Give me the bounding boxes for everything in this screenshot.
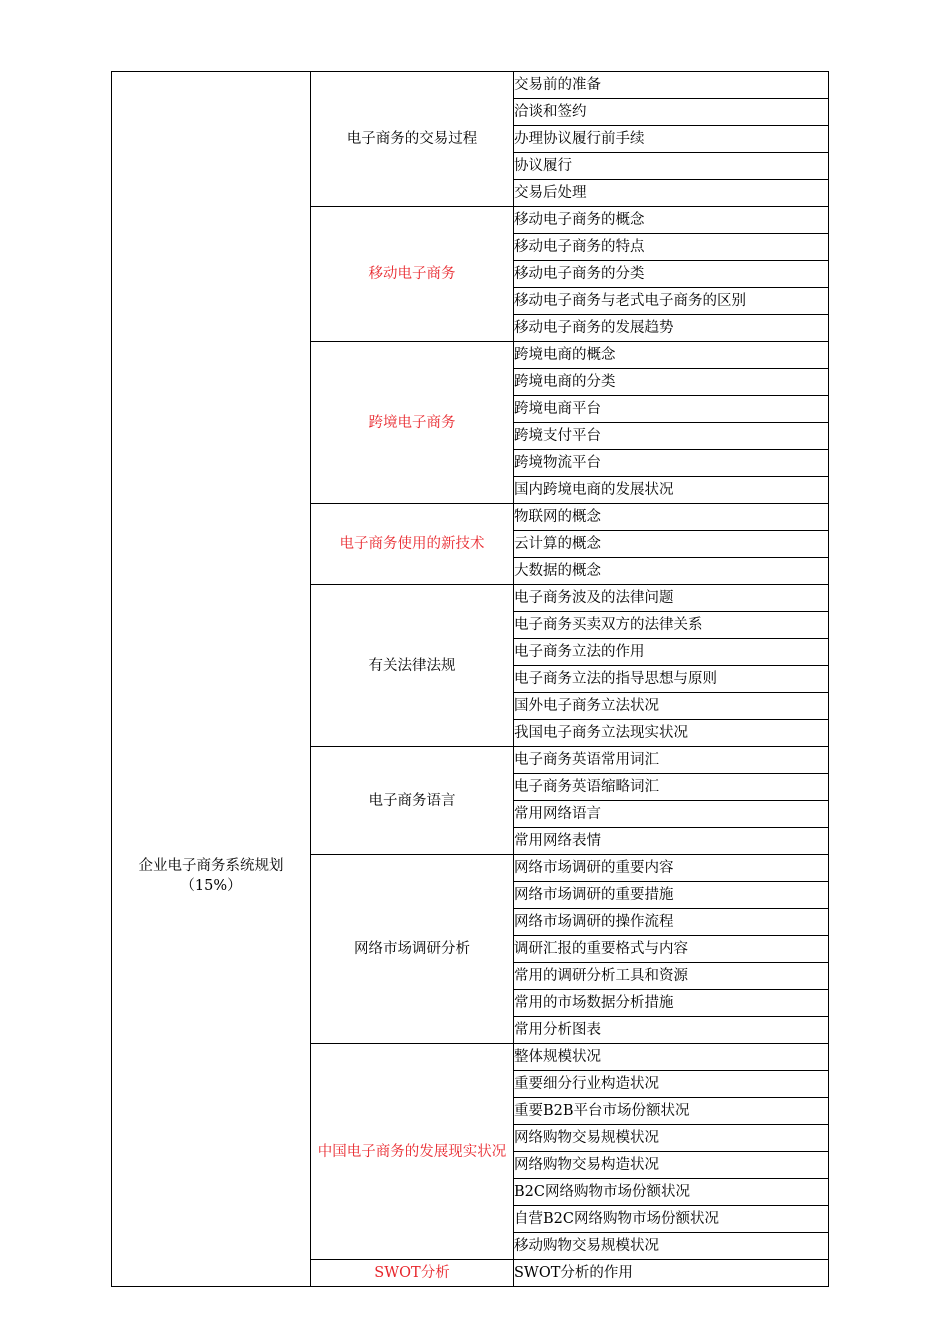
syllabus-table-body	[112, 72, 829, 1287]
section-title: 电子商务使用的新技术	[339, 536, 485, 552]
topic-item: 大数据的概念	[514, 558, 829, 585]
topic-item: 调研汇报的重要格式与内容	[514, 936, 829, 963]
section-title-cell	[311, 504, 514, 585]
section-title-cell	[311, 1044, 514, 1260]
topic-item: 物联网的概念	[514, 504, 829, 531]
topic-item: 常用的市场数据分析措施	[514, 990, 829, 1017]
topic-item: 跨境支付平台	[514, 423, 829, 450]
topic-item: 移动电子商务的分类	[514, 261, 829, 288]
topic-item: 网络购物交易构造状况	[514, 1152, 829, 1179]
section-title: 电子商务的交易过程	[346, 131, 478, 147]
category-label	[112, 72, 310, 896]
topic-item: 跨境电商平台	[514, 396, 829, 423]
topic-item: 跨境电商的概念	[514, 342, 829, 369]
topic-item: 常用网络语言	[514, 801, 829, 828]
topic-item: SWOT分析的作用	[514, 1260, 829, 1287]
topic-item: 协议履行	[514, 153, 829, 180]
topic-item: 网络市场调研的重要措施	[514, 882, 829, 909]
topic-item: 重要细分行业构造状况	[514, 1071, 829, 1098]
topic-item: 电子商务买卖双方的法律关系	[514, 612, 829, 639]
section-title: 电子商务语言	[368, 792, 456, 809]
topic-item: 移动电子商务的特点	[514, 234, 829, 261]
topic-item: 移动购物交易规模状况	[514, 1233, 829, 1260]
topic-item: 国外电子商务立法状况	[514, 693, 829, 720]
topic-item: 网络市场调研的重要内容	[514, 855, 829, 882]
category-name: 企业电子商务系统规划	[138, 858, 284, 874]
topic-item: 跨境物流平台	[514, 450, 829, 477]
topic-item: 办理协议履行前手续	[514, 126, 829, 153]
topic-item: 跨境电商的分类	[514, 369, 829, 396]
topic-item: 云计算的概念	[514, 531, 829, 558]
category-cell	[112, 72, 311, 1287]
topic-item: 移动电子商务的发展趋势	[514, 315, 829, 342]
topic-item: 电子商务立法的指导思想与原则	[514, 666, 829, 693]
section-title: 中国电子商务的发展现实状况	[317, 1143, 507, 1160]
section-title: 有关法律法规	[368, 657, 456, 674]
section-title-cell	[311, 585, 514, 747]
topic-item: 网络购物交易规模状况	[514, 1125, 829, 1152]
topic-item: 重要B2B平台市场份额状况	[514, 1098, 829, 1125]
section-title-cell	[311, 747, 514, 855]
section-title: 移动电子商务	[368, 266, 456, 282]
topic-item: 自营B2C网络购物市场份额状况	[514, 1206, 829, 1233]
topic-item: 我国电子商务立法现实状况	[514, 720, 829, 747]
topic-item: 国内跨境电商的发展状况	[514, 477, 829, 504]
section-title-cell	[311, 855, 514, 1044]
section-title-cell	[311, 72, 514, 207]
topic-item: 常用的调研分析工具和资源	[514, 963, 829, 990]
topic-item: 常用网络表情	[514, 828, 829, 855]
section-title-cell	[311, 342, 514, 504]
topic-item: 移动电子商务与老式电子商务的区别	[514, 288, 829, 315]
topic-item: B2C网络购物市场份额状况	[514, 1179, 829, 1206]
topic-item: 移动电子商务的概念	[514, 207, 829, 234]
topic-item: 洽谈和签约	[514, 99, 829, 126]
topic-item: 电子商务英语常用词汇	[514, 747, 829, 774]
topic-item: 常用分析图表	[514, 1017, 829, 1044]
section-title: SWOT分析	[374, 1265, 450, 1281]
syllabus-table	[111, 71, 829, 1287]
topic-item: 电子商务立法的作用	[514, 639, 829, 666]
section-title-cell	[311, 1260, 514, 1287]
topic-item: 交易后处理	[514, 180, 829, 207]
topic-item: 电子商务波及的法律问题	[514, 585, 829, 612]
table-row	[112, 72, 829, 99]
section-title: 网络市场调研分析	[354, 941, 470, 957]
topic-item: 电子商务英语缩略词汇	[514, 774, 829, 801]
topic-item: 交易前的准备	[514, 72, 829, 99]
section-title-cell	[311, 207, 514, 342]
category-weight: （15%）	[180, 878, 242, 894]
section-title: 跨境电子商务	[368, 414, 456, 431]
topic-item: 整体规模状况	[514, 1044, 829, 1071]
topic-item: 网络市场调研的操作流程	[514, 909, 829, 936]
